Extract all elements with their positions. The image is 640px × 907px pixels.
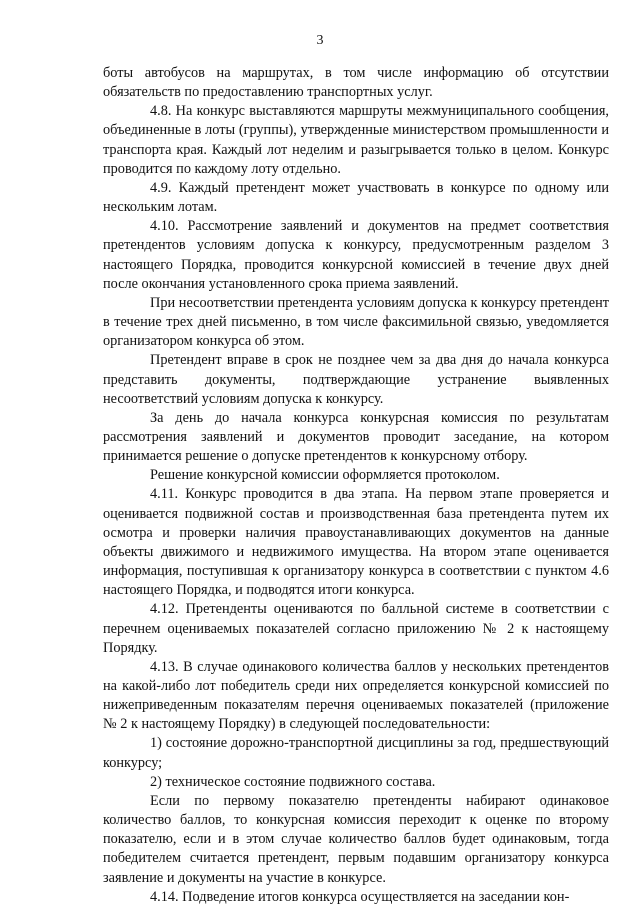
- page-number: 3: [316, 33, 324, 48]
- list-item: 2) техническое состояние подвижного состава.: [150, 773, 436, 790]
- paragraph-4-14: 4.14. Подведение итогов конкурса осуществляется на заседании кон-: [150, 888, 570, 905]
- paragraph-4-13: 4.13. В случае одинакового количества баллов у нескольких претендентов на какой-либо лот победитель среди них определяется конкурсной комиссией по нижеприведенным показателям перечня оцениваемых показателей (приложение № 2 к настоящему Порядку) в следующей последовательности:: [103, 658, 609, 733]
- paragraph: За день до начала конкурса конкурсная комиссия по результатам рассмотрения заявлений и документов проводит заседание, на котором принимается решение о допуске претендентов к конкурсному отбору.: [103, 409, 609, 465]
- paragraph-4-9: 4.9. Каждый претендент может участвовать в конкурсе по одному или нескольким лотам.: [103, 179, 609, 216]
- paragraph-4-11: 4.11. Конкурс проводится в два этапа. На первом этапе проверяется и оценивается подвижной состав и производственная база претендента путем их осмотра и проверки наличия правоустанавливающих документов на данные объекты движимого и недвижимого имущества. На втором этапе оценивается информация, поступившая к организатору конкурса в соответствии с пунктом 4.6 настоящего Порядка, и подводятся итоги конкурса.: [103, 486, 609, 599]
- paragraph-4-12: 4.12. Претенденты оцениваются по балльной системе в соответствии с перечнем оцениваемых показателей согласно приложению № 2 к настоящему Порядку.: [103, 601, 609, 656]
- document-body: [103, 64, 609, 907]
- paragraph-4-8: 4.8. На конкурс выставляются маршруты межмуниципального сообщения, объединенные в лоты (группы), утвержденные министерством промышленности и транспорта края. Каждый лот неделим и разыгрывается только в целом. Конкурс проводится по каждому лоту отдельно.: [103, 103, 609, 177]
- paragraph: Решение конкурсной комиссии оформляется протоколом.: [150, 467, 500, 484]
- paragraph: Претендент вправе в срок не позднее чем за два дня до начала конкурса представить документы, подтверждающие устранение выявленных несоответствий условиям допуска к конкурсу.: [103, 352, 609, 407]
- paragraph: При несоответствии претендента условиям допуска к конкурсу претендент в течение трех дней письменно, в том числе факсимильной связью, уведомляется организатором конкурса об этом.: [103, 294, 609, 350]
- paragraph: Если по первому показателю претенденты набирают одинаковое количество баллов, то конкурсная комиссия переходит к оценке по второму показателю, если и в этом случае количество баллов будет одинаковым, тогда победителем считается претендент, первым подавшим организатору конкурса заявление и документы на участие в конкурсе.: [103, 792, 609, 886]
- paragraph-continuation: боты автобусов на маршрутах, в том числе информацию об отсутствии обязательств по предоставлению транспортных услуг.: [103, 65, 609, 101]
- paragraph-4-10: 4.10. Рассмотрение заявлений и документов на предмет соответствия претендентов условиям допуска к конкурсу, предусмотренным разделом 3 настоящего Порядка, проводится конкурсной комиссией в течение двух дней после окончания установленного срока приема заявлений.: [103, 218, 609, 292]
- list-item: 1) состояние дорожно-транспортной дисциплины за год, предшествующий конкурсу;: [103, 735, 609, 771]
